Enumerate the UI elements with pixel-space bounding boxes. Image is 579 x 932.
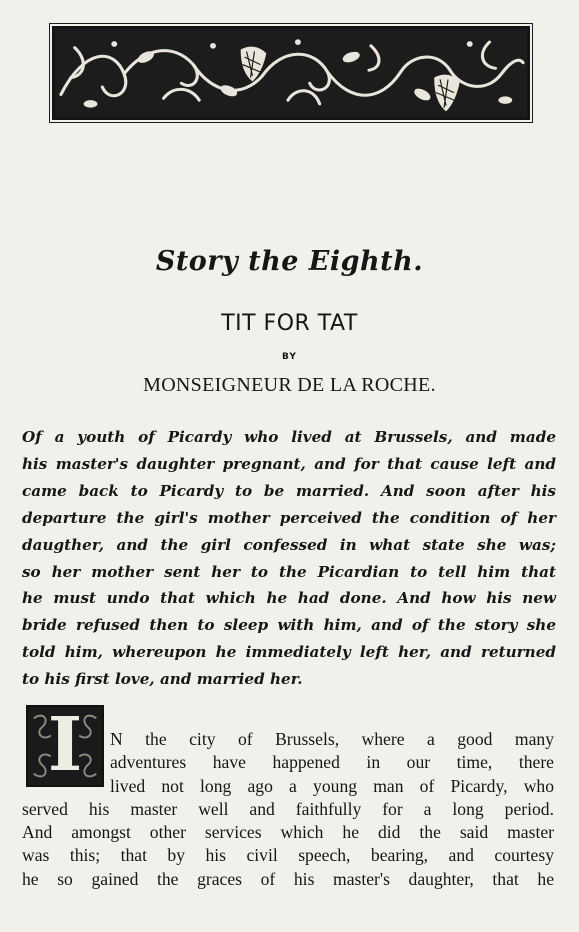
argument-line: told him, whereupon he immediately left her, and returned (22, 643, 556, 662)
ornamental-header-band (52, 26, 530, 120)
story-body (22, 728, 554, 891)
body-line: lived not long ago a young man of Picardy, who (110, 775, 554, 796)
argument-line: daugther, and the girl confessed in what state she was; (22, 535, 556, 554)
story-argument (22, 424, 556, 693)
body-line: served his master well and faithfully for a long period. (22, 798, 554, 819)
story-title: TIT FOR TAT (221, 311, 358, 336)
body-line: he so gained the graces of his master's daughter, that he (22, 868, 554, 889)
argument-line: so her mother sent her to the Picardian to tell him that (22, 562, 556, 581)
argument-line: his master's daughter pregnant, and for that cause left and (22, 454, 556, 473)
body-line: was this; that by his civil speech, bearing, and courtesy (22, 845, 554, 866)
drop-cap-letter: I (47, 702, 83, 788)
story-heading: Story the Eighth. (155, 246, 424, 277)
argument-line: departure the girl's mother perceived the condition of her (22, 508, 556, 527)
author-name: MONSEIGNEUR DE LA ROCHE. (143, 374, 436, 396)
body-line: N the city of Brussels, where a good many (110, 729, 554, 749)
byline-label: BY (282, 352, 297, 362)
body-line: adventures have happened in our time, there (110, 752, 554, 773)
body-line: And amongst other services which he did the said master (22, 822, 554, 843)
argument-line: he must undo that which he had done. And how his new (22, 589, 556, 608)
argument-line: Of a youth of Picardy who lived at Brussels, and made (22, 428, 556, 446)
floral-scroll-ornament (55, 29, 527, 117)
argument-line: to his first love, and married her. (22, 670, 303, 689)
argument-line: came back to Picardy to be married. And soon after his (22, 481, 556, 500)
argument-line: bride refused then to sleep with him, and of the story she (22, 616, 556, 635)
